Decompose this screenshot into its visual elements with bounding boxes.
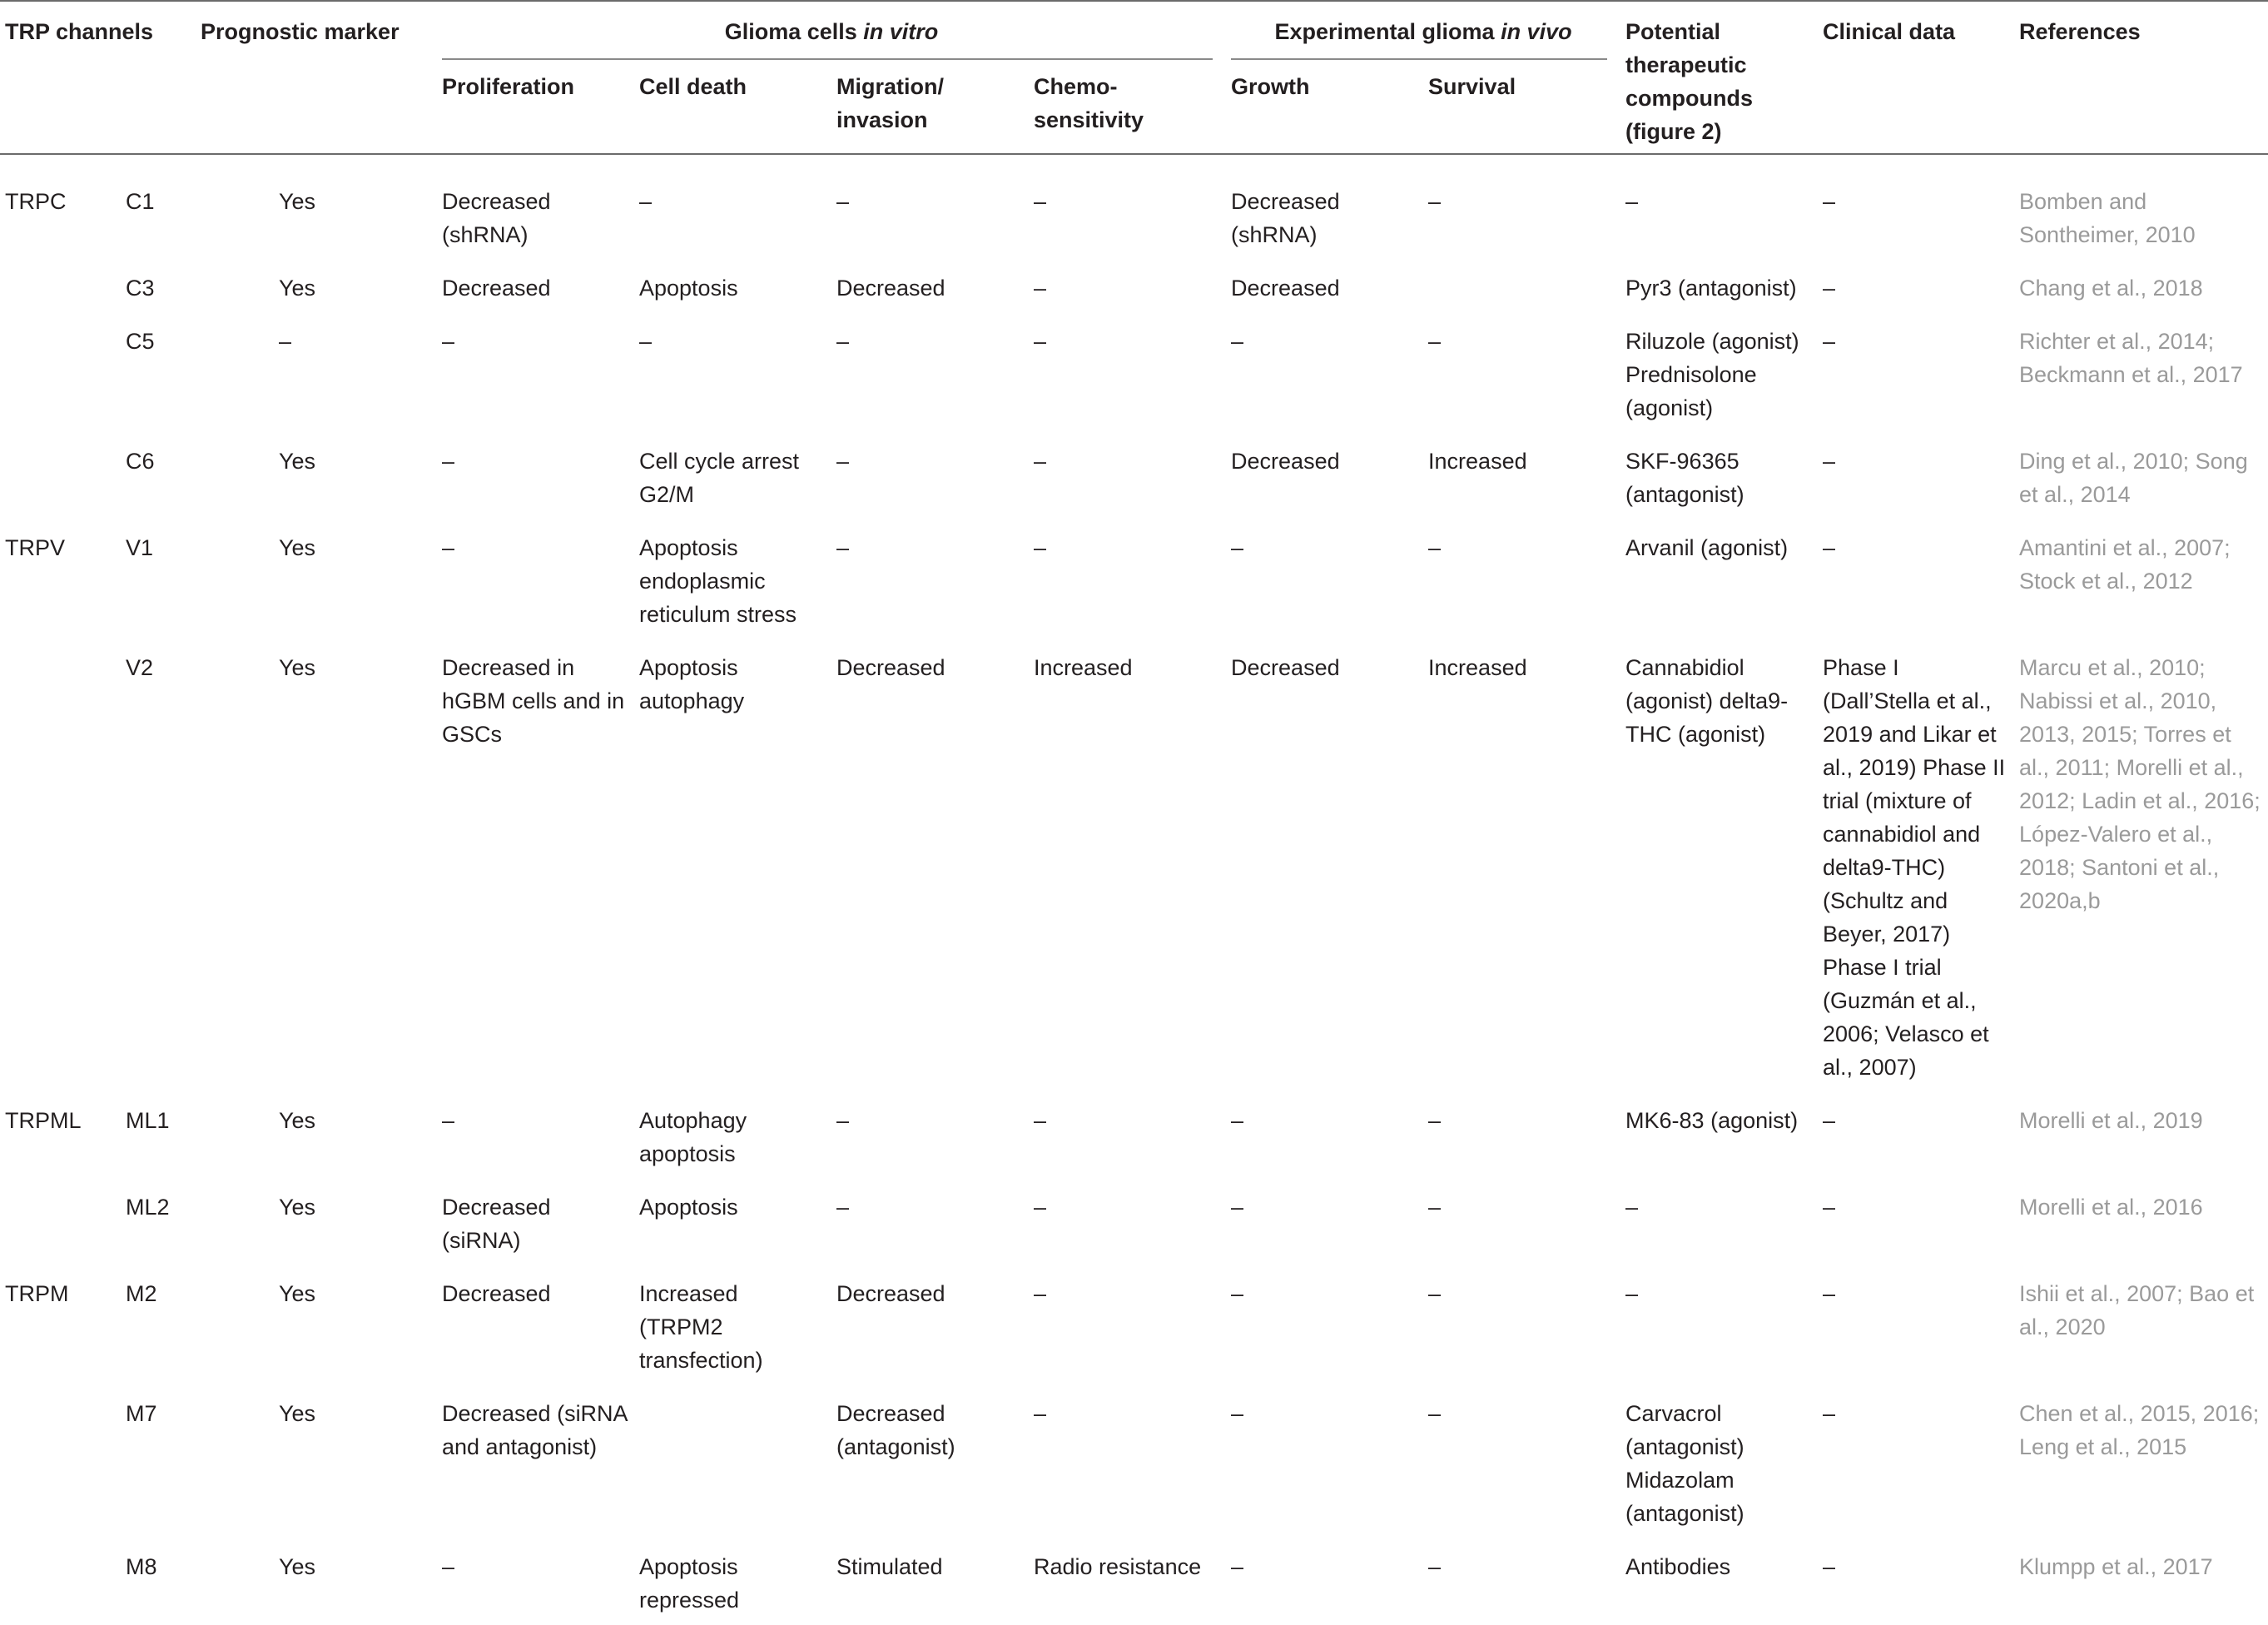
table-body xyxy=(0,154,2268,1625)
cell-references: Morelli et al., 2019 xyxy=(2019,1108,2203,1133)
cell-proliferation: – xyxy=(442,1554,455,1579)
cell-chemo: – xyxy=(1034,1401,1047,1426)
cell-compounds: Cannabidiol (agonist) delta9-THC (agonist) xyxy=(1625,655,1789,747)
cell-survival: – xyxy=(1428,1401,1442,1426)
header-glioma-italic: in vitro xyxy=(863,19,939,44)
cell-proliferation: – xyxy=(442,535,455,560)
cell-survival: – xyxy=(1428,1195,1442,1220)
cell-proliferation: Decreased xyxy=(442,276,551,301)
cell-death xyxy=(634,1385,831,1538)
cell-compounds: Carvacrol (antagonist) Midazolam (antagonist) xyxy=(1625,1401,1744,1526)
cell-migration: – xyxy=(836,189,850,214)
cell-channel: M7 xyxy=(126,1401,157,1426)
table-row xyxy=(0,519,2268,639)
cell-chemo: – xyxy=(1034,1108,1047,1133)
cell-family xyxy=(0,260,112,313)
cell-survival: – xyxy=(1428,535,1442,560)
cell-compounds: – xyxy=(1625,189,1639,214)
cell-prognostic: Yes xyxy=(279,276,316,301)
cell-clinical: – xyxy=(1823,1554,1836,1579)
cell-growth: – xyxy=(1231,329,1244,354)
cell-compounds: – xyxy=(1625,1195,1639,1220)
cell-chemo: – xyxy=(1034,1195,1047,1220)
cell-proliferation: – xyxy=(442,449,455,474)
cell-prognostic: Yes xyxy=(279,1554,316,1579)
cell-references: Ishii et al., 2007; Bao et al., 2020 xyxy=(2019,1281,2255,1339)
cell-proliferation: Decreased in hGBM cells and in GSCs xyxy=(442,655,625,747)
cell-family xyxy=(0,1179,112,1265)
cell-compounds: Pyr3 (antagonist) xyxy=(1625,276,1797,301)
cell-compounds: – xyxy=(1625,1281,1639,1306)
cell-prognostic: Yes xyxy=(279,1401,316,1426)
cell-survival: – xyxy=(1428,1554,1442,1579)
table-row xyxy=(0,260,2268,313)
cell-chemo: – xyxy=(1034,329,1047,354)
table-row xyxy=(0,1385,2268,1538)
cell-clinical: – xyxy=(1823,449,1836,474)
cell-clinical: – xyxy=(1823,329,1836,354)
cell-channel: C3 xyxy=(126,276,155,301)
table-row xyxy=(0,313,2268,433)
cell-prognostic: Yes xyxy=(279,189,316,214)
table-row xyxy=(0,1092,2268,1179)
header-experimental-prefix: Experimental glioma xyxy=(1274,19,1501,44)
cell-growth: – xyxy=(1231,1108,1244,1133)
cell-prognostic: Yes xyxy=(279,1108,316,1133)
header-potential-compounds: Potential therapeutic compounds (figure 2) xyxy=(1625,19,1754,144)
cell-migration: – xyxy=(836,1195,850,1220)
cell-channel: M8 xyxy=(126,1554,157,1579)
cell-family xyxy=(0,639,112,1092)
cell-prognostic: Yes xyxy=(279,1281,316,1306)
cell-migration: Decreased (antagonist) xyxy=(836,1401,955,1459)
cell-proliferation: – xyxy=(442,329,455,354)
cell-compounds: Arvanil (agonist) xyxy=(1625,535,1789,560)
cell-death: Autophagy apoptosis xyxy=(639,1108,747,1166)
cell-compounds: Riluzole (agonist) Prednisolone (agonist) xyxy=(1625,329,1799,420)
cell-survival: – xyxy=(1428,189,1442,214)
cell-references: Chen et al., 2015, 2016; Leng et al., 2015 xyxy=(2019,1401,2260,1459)
cell-prognostic: Yes xyxy=(279,1195,316,1220)
cell-growth: Decreased xyxy=(1231,276,1340,301)
cell-proliferation: Decreased (siRNA and antagonist) xyxy=(442,1401,628,1459)
header-glioma-prefix: Glioma cells xyxy=(724,19,864,44)
cell-compounds: MK6-83 (agonist) xyxy=(1625,1108,1799,1133)
cell-channel: C5 xyxy=(126,329,155,354)
cell-proliferation: – xyxy=(442,1108,455,1133)
cell-chemo: – xyxy=(1034,535,1047,560)
header-clinical-data: Clinical data xyxy=(1823,19,1956,44)
header-trp-channels: TRP channels xyxy=(5,19,154,44)
cell-survival: Increased xyxy=(1428,655,1527,680)
cell-growth: – xyxy=(1231,1554,1244,1579)
cell-growth: Decreased (shRNA) xyxy=(1231,189,1340,247)
header-cell-death: Cell death xyxy=(639,74,747,99)
cell-growth: – xyxy=(1231,1195,1244,1220)
cell-channel: M2 xyxy=(126,1281,157,1306)
cell-chemo: – xyxy=(1034,189,1047,214)
cell-death: Apoptosis xyxy=(639,1195,738,1220)
cell-clinical: – xyxy=(1823,189,1836,214)
header-chemo-sensitivity: Chemo- sensitivity xyxy=(1034,74,1144,132)
cell-migration: – xyxy=(836,329,850,354)
cell-compounds: SKF-96365 (antagonist) xyxy=(1625,449,1744,507)
cell-channel: C1 xyxy=(126,189,155,214)
header-references: References xyxy=(2019,19,2141,44)
cell-prognostic: – xyxy=(279,329,292,354)
cell-proliferation: Decreased xyxy=(442,1281,551,1306)
table-row xyxy=(0,433,2268,519)
table-row xyxy=(0,1179,2268,1265)
cell-migration: Decreased xyxy=(836,655,945,680)
cell-death: Increased (TRPM2 transfection) xyxy=(639,1281,763,1373)
cell-migration: – xyxy=(836,1108,850,1133)
header-row-1 xyxy=(0,1,2268,60)
cell-references: Bomben and Sontheimer, 2010 xyxy=(2019,189,2196,247)
cell-clinical: – xyxy=(1823,1195,1836,1220)
cell-death: Cell cycle arrest G2/M xyxy=(639,449,800,507)
table-row xyxy=(0,1265,2268,1385)
header-experimental-in-vivo xyxy=(1226,1,1620,60)
cell-chemo: – xyxy=(1034,449,1047,474)
cell-death: – xyxy=(639,329,653,354)
cell-clinical: – xyxy=(1823,1108,1836,1133)
cell-migration: – xyxy=(836,449,850,474)
cell-survival: Increased xyxy=(1428,449,1527,474)
cell-death: – xyxy=(639,189,653,214)
header-prognostic-marker: Prognostic marker xyxy=(201,19,400,44)
cell-chemo: – xyxy=(1034,276,1047,301)
cell-survival xyxy=(1423,260,1620,313)
cell-family: TRPV xyxy=(5,535,66,560)
header-survival: Survival xyxy=(1428,74,1516,99)
cell-prognostic: Yes xyxy=(279,449,316,474)
cell-compounds: Antibodies xyxy=(1625,1554,1731,1579)
cell-prognostic: Yes xyxy=(279,655,316,680)
cell-channel: V2 xyxy=(126,655,154,680)
cell-family xyxy=(0,313,112,433)
cell-family xyxy=(0,1538,112,1625)
cell-references: Marcu et al., 2010; Nabissi et al., 2010, 2013, 2015; Torres et al., 2011; Morelli et al., 2012; Ladin et al., 2016; López-Valero et al., 2018; Santoni et al., 2020a,b xyxy=(2019,655,2261,913)
cell-chemo: Radio resistance xyxy=(1034,1554,1202,1579)
cell-references: Klumpp et al., 2017 xyxy=(2019,1554,2213,1579)
cell-death: Apoptosis repressed xyxy=(639,1554,740,1613)
cell-migration: Decreased xyxy=(836,276,945,301)
cell-references: Morelli et al., 2016 xyxy=(2019,1195,2203,1220)
cell-death: Apoptosis endoplasmic reticulum stress xyxy=(639,535,797,627)
table-row xyxy=(0,1538,2268,1625)
cell-clinical: – xyxy=(1823,1281,1836,1306)
cell-family: TRPML xyxy=(5,1108,82,1133)
cell-prognostic: Yes xyxy=(279,535,316,560)
cell-migration: – xyxy=(836,535,850,560)
cell-growth: – xyxy=(1231,535,1244,560)
cell-survival: – xyxy=(1428,329,1442,354)
table-row xyxy=(0,154,2268,260)
cell-death: Apoptosis autophagy xyxy=(639,655,745,713)
table-row xyxy=(0,639,2268,1092)
cell-proliferation: Decreased (siRNA) xyxy=(442,1195,551,1253)
cell-channel: C6 xyxy=(126,449,155,474)
cell-chemo: Increased xyxy=(1034,655,1133,680)
header-glioma-in-vitro xyxy=(437,1,1226,60)
header-proliferation: Proliferation xyxy=(442,74,575,99)
cell-migration: Decreased xyxy=(836,1281,945,1306)
cell-family: TRPC xyxy=(5,189,67,214)
cell-migration: Stimulated xyxy=(836,1554,943,1579)
cell-growth: Decreased xyxy=(1231,655,1340,680)
cell-survival: – xyxy=(1428,1108,1442,1133)
cell-references: Amantini et al., 2007; Stock et al., 2012 xyxy=(2019,535,2231,594)
cell-proliferation: Decreased (shRNA) xyxy=(442,189,551,247)
header-experimental-italic: in vivo xyxy=(1501,19,1572,44)
cell-clinical: – xyxy=(1823,1401,1836,1426)
cell-growth: – xyxy=(1231,1281,1244,1306)
cell-growth: – xyxy=(1231,1401,1244,1426)
cell-family: TRPM xyxy=(5,1281,69,1306)
cell-death: Apoptosis xyxy=(639,276,738,301)
cell-channel: ML1 xyxy=(126,1108,170,1133)
cell-family xyxy=(0,1385,112,1538)
cell-clinical: Phase I (Dall’Stella et al., 2019 and Likar et al., 2019) Phase II trial (mixture of cannabidiol and delta9-THC) (Schultz and Beyer, 2017) Phase I trial (Guzmán et al., 2006; Velasco et al., 2007) xyxy=(1823,655,2006,1080)
cell-family xyxy=(0,433,112,519)
header-growth: Growth xyxy=(1231,74,1310,99)
cell-survival: – xyxy=(1428,1281,1442,1306)
cell-references: Chang et al., 2018 xyxy=(2019,276,2203,301)
cell-chemo: – xyxy=(1034,1281,1047,1306)
cell-clinical: – xyxy=(1823,276,1836,301)
cell-references: Richter et al., 2014; Beckmann et al., 2017 xyxy=(2019,329,2243,387)
cell-growth: Decreased xyxy=(1231,449,1340,474)
header-migration-invasion: Migration/ invasion xyxy=(836,74,944,132)
cell-references: Ding et al., 2010; Song et al., 2014 xyxy=(2019,449,2248,507)
cell-channel: V1 xyxy=(126,535,154,560)
cell-channel: ML2 xyxy=(126,1195,170,1220)
cell-clinical: – xyxy=(1823,535,1836,560)
